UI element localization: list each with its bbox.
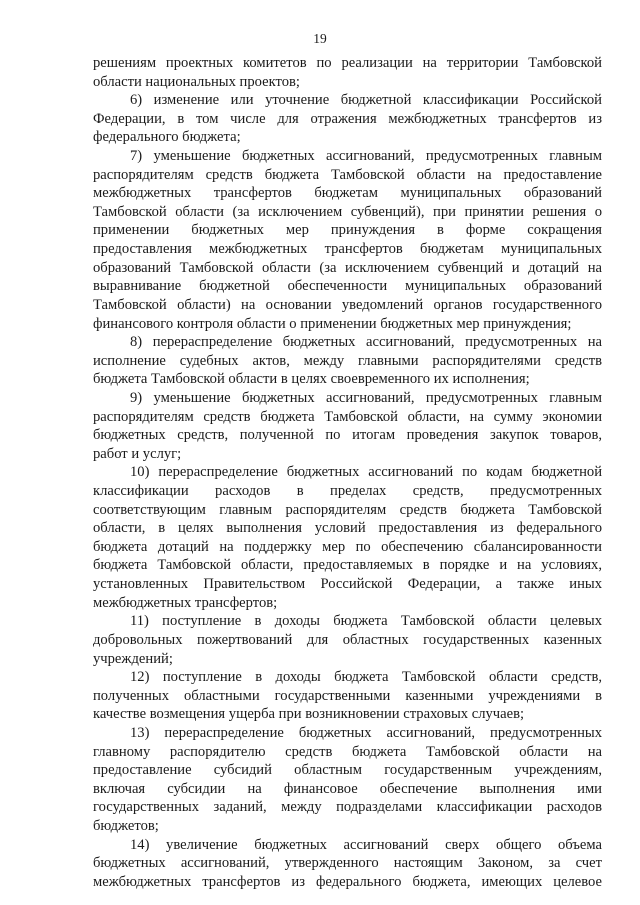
text-line: межбюджетных трансфертов бюджетам муниципальных образований xyxy=(93,185,602,202)
text-line: государственных заданий, между подразделами классификации расходов xyxy=(93,799,602,816)
text-line: Тамбовской области) на основании уведомлений органов государственного xyxy=(93,296,602,313)
text-line: 7) уменьшение бюджетных ассигнований, предусмотренных главным xyxy=(130,148,602,165)
text-line: полученных областными государственными казенными учреждениями в xyxy=(93,687,602,704)
text-line: бюджетов; xyxy=(93,817,159,834)
text-line: области, в целях выполнения условий предоставления из федерального xyxy=(93,520,602,537)
text-line: распорядителям средств бюджета Тамбовской области, на сумму экономии xyxy=(93,408,602,425)
document-body xyxy=(93,54,602,891)
text-line: Тамбовской области (за исключением субвенций), при принятии решения о xyxy=(93,203,602,220)
text-line: 9) уменьшение бюджетных ассигнований, предусмотренных главным xyxy=(130,389,602,406)
text-line: межбюджетных трансфертов; xyxy=(93,594,278,611)
text-line: главному распорядителю средств бюджета Тамбовской области на xyxy=(93,743,602,760)
text-line: добровольных пожертвований для областных государственных казенных xyxy=(93,631,602,648)
text-line: образований Тамбовской области (за исключением субвенций и дотаций на xyxy=(93,259,602,276)
text-line: 6) изменение или уточнение бюджетной классификации Российской xyxy=(130,92,602,109)
text-line: включая субсидии на финансовое обеспечение выполнения ими xyxy=(93,780,602,797)
text-line: качестве возмещения ущерба при возникновении страховых случаев; xyxy=(93,706,525,723)
text-line: установленных Правительством Российской Федерации, а также иных xyxy=(93,576,602,593)
text-line: бюджетных средств, полученной по итогам проведения закупок товаров, xyxy=(93,427,602,444)
text-line: выравнивание бюджетной обеспеченности муниципальных образований xyxy=(93,278,602,295)
text-line: финансового контроля области о применении бюджетных мер принуждения; xyxy=(93,315,572,332)
text-line: Федерации, в том числе для отражения межбюджетных трансфертов из xyxy=(93,110,602,127)
text-line: применении бюджетных мер принуждения в форме сокращения xyxy=(93,222,602,239)
text-line: 14) увеличение бюджетных ассигнований сверх общего объема xyxy=(130,836,602,853)
text-line: решениям проектных комитетов по реализации на территории Тамбовской xyxy=(93,55,602,71)
text-line: классификации расходов в пределах средств, предусмотренных xyxy=(93,483,602,500)
text-line: 11) поступление в доходы бюджета Тамбовской области целевых xyxy=(130,613,602,630)
text-line: распорядителям средств бюджета Тамбовской области на предоставление xyxy=(93,166,602,183)
text-line: предоставление субсидий областным государственным учреждениям, xyxy=(93,762,602,779)
text-line: работ и услуг; xyxy=(93,445,182,462)
text-line: предоставления межбюджетных трансфертов бюджетам муниципальных xyxy=(93,241,602,258)
text-line: бюджетных ассигнований, утвержденного настоящим Законом, за счет xyxy=(93,855,602,872)
text-line: 8) перераспределение бюджетных ассигнований, предусмотренных на xyxy=(130,334,602,351)
text-line: области национальных проектов; xyxy=(93,73,300,90)
page-number: 19 xyxy=(313,31,327,46)
text-line: 13) перераспределение бюджетных ассигнований, предусмотренных xyxy=(130,724,602,741)
text-line: бюджета Тамбовской области в целях своевременного их исполнения; xyxy=(93,371,530,388)
text-line: исполнение судебных актов, между главными распорядителями средств xyxy=(93,352,602,369)
text-line: 10) перераспределение бюджетных ассигнований по кодам бюджетной xyxy=(130,464,602,481)
text-line: межбюджетных трансфертов из федерального бюджета, имеющих целевое xyxy=(93,873,602,890)
text-line: федерального бюджета; xyxy=(93,129,241,146)
text-line: бюджета дотаций на поддержку мер по обеспечению сбалансированности xyxy=(93,538,602,555)
text-line: бюджета Тамбовской области, предоставляемых в порядке и на условиях, xyxy=(93,557,602,574)
text-line: 12) поступление в доходы бюджета Тамбовской области средств, xyxy=(130,669,602,686)
text-line: соответствующим главным распорядителям средств бюджета Тамбовской xyxy=(93,501,602,518)
text-line: учреждений; xyxy=(93,650,173,667)
